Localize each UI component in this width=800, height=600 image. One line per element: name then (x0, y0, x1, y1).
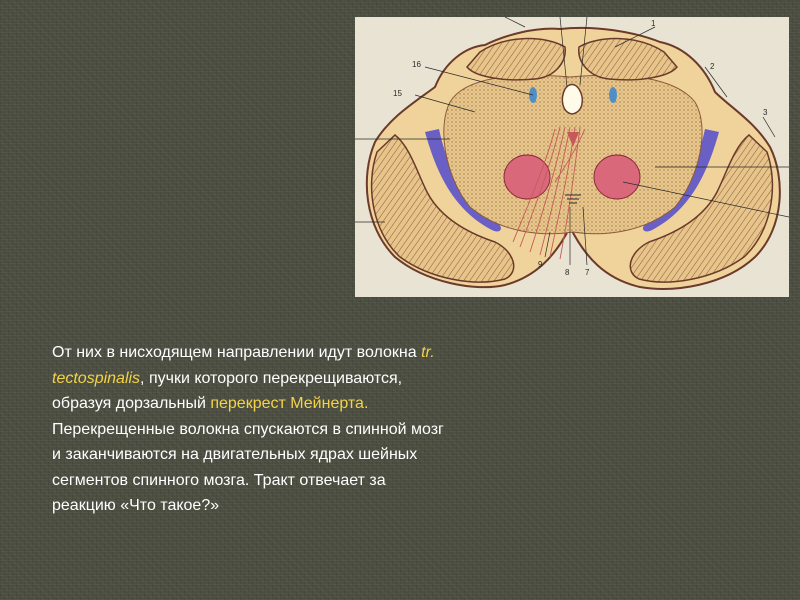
cerebral-aqueduct (562, 85, 582, 115)
figure-label-7: 7 (585, 268, 590, 277)
right-red-nucleus (594, 155, 640, 199)
right-small-nucleus (609, 87, 617, 103)
text-part-3: Перекрещенные волокна спускаются в спинной мозг и заканчиваются на двигательных ядрах шейных сегментов спинного мозга. Тракт отвечает за реакцию «Что такое?» (52, 395, 449, 514)
left-red-nucleus (504, 155, 550, 199)
meynert-decussation: перекрест Мейнерта. (210, 395, 369, 412)
figure-label-3: 3 (763, 108, 768, 117)
text-part-2: , пучки которого перекрещиваются, образуя дорзальный (52, 369, 403, 412)
figure-label-2: 2 (710, 62, 715, 71)
tract-name: tr. tectospinalis (52, 344, 435, 387)
figure-label-8: 8 (565, 268, 570, 277)
figure-label-16: 16 (412, 60, 421, 69)
figure-label-15: 15 (393, 89, 402, 98)
figure-label-9: 9 (538, 260, 543, 269)
midbrain-cross-section-diagram (355, 17, 789, 297)
brainstem-section-figure (355, 17, 789, 297)
text-part-1: От них в нисходящем направлении идут волокна (52, 344, 422, 361)
figure-label-1: 1 (651, 19, 656, 28)
description-text (52, 340, 452, 519)
